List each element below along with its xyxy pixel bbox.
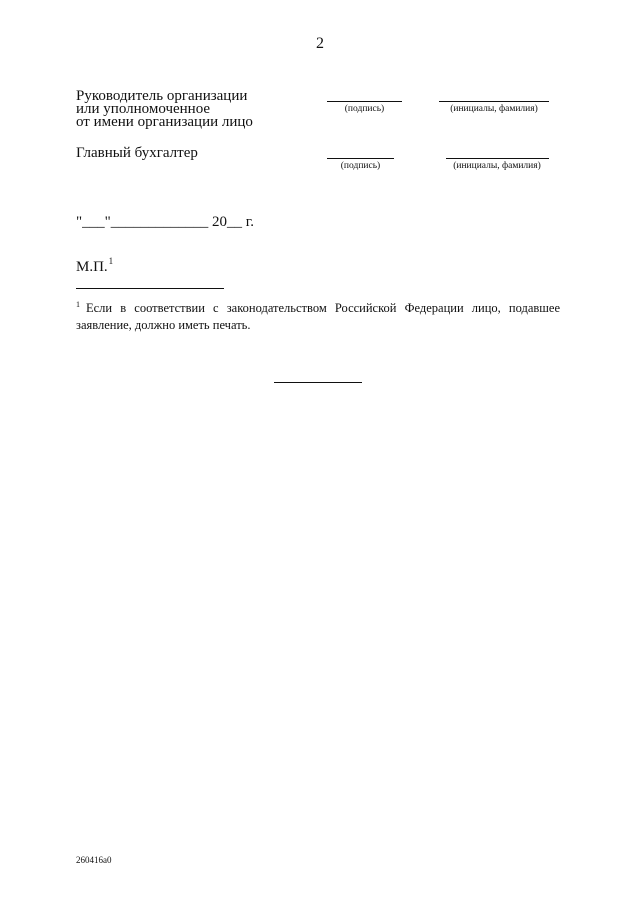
head-label-line-3: от имени организации лицо bbox=[76, 114, 253, 130]
accountant-signature-line bbox=[327, 158, 394, 159]
stamp-label: М.П. bbox=[76, 259, 108, 275]
head-name-line bbox=[439, 101, 549, 102]
end-rule bbox=[274, 382, 362, 383]
head-label-line-1: Руководитель организации bbox=[76, 88, 248, 104]
head-signature-line bbox=[327, 101, 402, 102]
accountant-name-caption: (инициалы, фамилия) bbox=[453, 161, 541, 171]
stamp-place bbox=[76, 256, 113, 276]
head-name-caption: (инициалы, фамилия) bbox=[450, 104, 538, 114]
footnote-separator bbox=[76, 288, 224, 289]
head-signature-caption: (подпись) bbox=[344, 104, 385, 114]
page-number: 2 bbox=[316, 35, 324, 52]
accountant-label: Главный бухгалтер bbox=[76, 145, 198, 161]
document-code: 260416a0 bbox=[76, 855, 112, 865]
accountant-name-line bbox=[446, 158, 549, 159]
accountant-signature-caption: (подпись) bbox=[340, 161, 381, 171]
stamp-footnote-marker: 1 bbox=[108, 256, 114, 266]
date-line: "___"_____________ 20__ г. bbox=[76, 214, 254, 230]
head-label-line-2: или уполномоченное bbox=[76, 101, 211, 117]
footnote-text: Если в соответствии с законодательством Российской Федерации лицо, подавшее заявление, должно иметь печать. bbox=[76, 301, 560, 332]
footnote bbox=[76, 296, 560, 334]
footnote-marker: 1 bbox=[76, 300, 80, 309]
